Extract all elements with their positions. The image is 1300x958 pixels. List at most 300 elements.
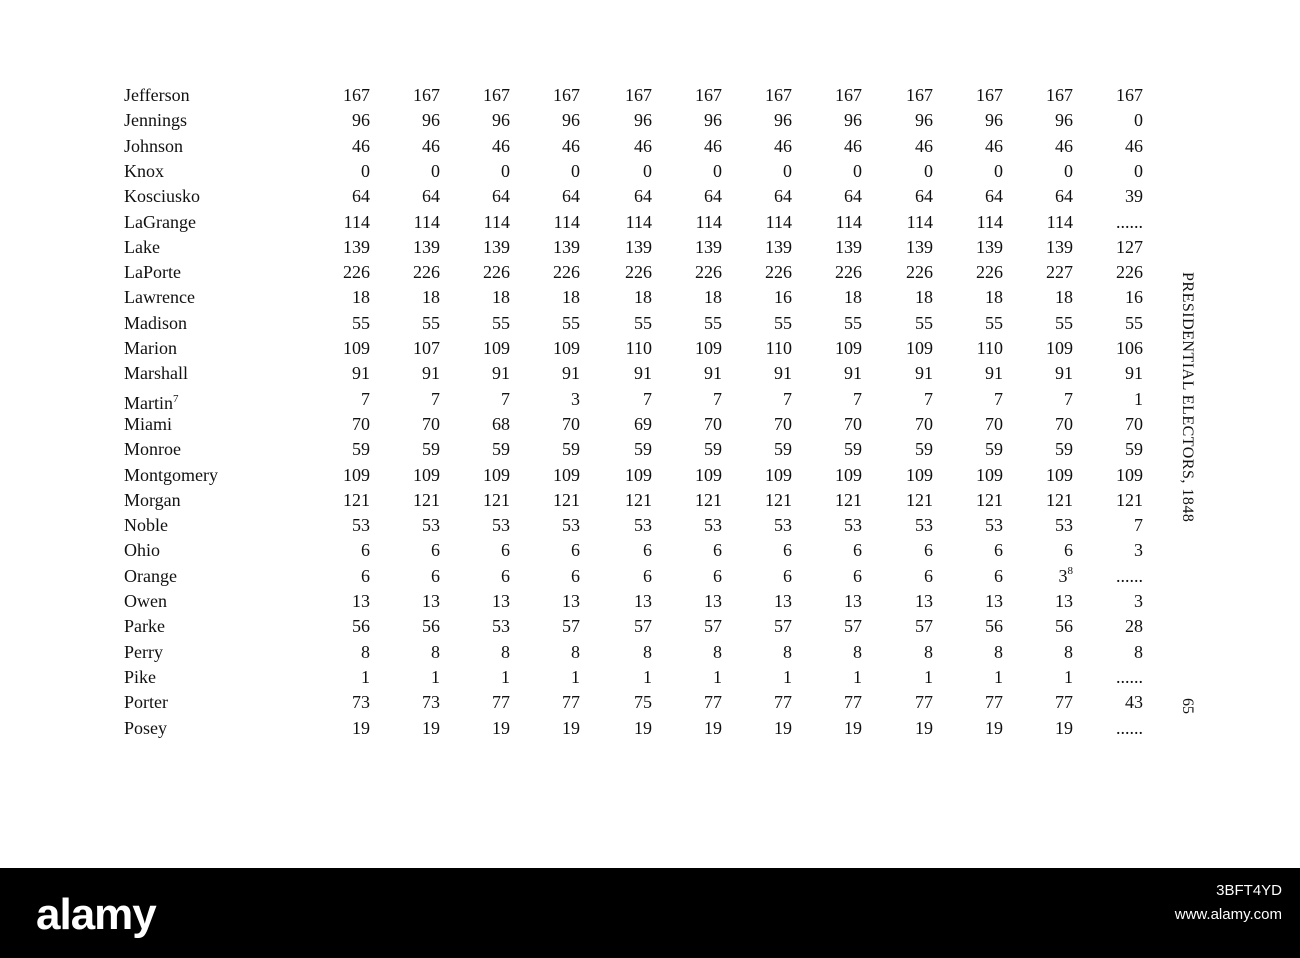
vote-cell: 18 [915,287,933,308]
vote-cell: 18 [985,287,1003,308]
vote-cell: 19 [422,717,440,738]
vote-cell: 13 [1055,591,1073,611]
table-row [0,640,1300,665]
county-name: Miami [124,413,172,434]
vote-cell: 0 [431,160,440,181]
county-name: Madison [124,312,187,333]
table-row [0,260,1300,285]
vote-cell: 6 [643,540,652,561]
vote-cell: 96 [492,110,510,131]
vote-cell: 19 [1055,717,1073,738]
vote-cell: 167 [413,85,440,105]
table-row [0,513,1300,538]
site-url[interactable]: www.alamy.com [1174,906,1282,923]
vote-cell: 55 [562,312,580,333]
table-row [0,159,1300,184]
vote-cell: 6 [571,565,580,586]
vote-cell: 8 [1064,641,1073,662]
vote-cell: 7 [1134,515,1143,536]
vote-cell: 139 [343,236,370,257]
vote-cell: 96 [915,110,933,131]
vote-cell: 53 [915,515,933,536]
county-name: Parke [124,616,165,637]
vote-cell: 19 [492,717,510,738]
vote-cell: 64 [352,186,370,207]
table-row [0,184,1300,209]
vote-cell: 13 [915,591,933,611]
vote-cell: 167 [483,85,510,105]
county-name: Johnson [124,135,184,156]
running-head: PRESIDENTIAL ELECTORS, 1848 [1179,272,1196,523]
vote-cell: 46 [562,135,580,156]
vote-cell: 167 [343,85,370,105]
vote-cell: 226 [483,262,510,283]
vote-cell: 55 [704,312,722,333]
vote-cell: 46 [985,135,1003,156]
vote-cell: 114 [695,211,722,232]
table-row [0,538,1300,563]
vote-cell: 226 [343,262,370,283]
vote-cell: 59 [634,439,652,460]
watermark-bar [0,868,1300,958]
vote-cell: 226 [553,262,580,283]
vote-cell: ...... [1116,211,1143,232]
vote-cell: 121 [765,489,792,510]
vote-cell: 0 [361,160,370,181]
vote-cell: 19 [562,717,580,738]
county-name: Jefferson [124,85,190,105]
vote-cell: 96 [1055,110,1073,131]
vote-cell: 19 [985,717,1003,738]
vote-cell: 0 [1064,160,1073,181]
vote-cell: 121 [625,489,652,510]
table-row [0,387,1300,412]
vote-cell: 46 [352,135,370,156]
vote-cell: 7 [1064,388,1073,409]
vote-cell: $3^8$ [1058,564,1073,586]
vote-cell: ...... [1116,565,1143,586]
vote-cell: 114 [483,211,510,232]
vote-cell: 77 [704,692,722,713]
vote-cell: 109 [1046,464,1073,485]
vote-cell: 43 [1125,692,1143,713]
vote-cell: 110 [625,338,652,358]
vote-cell: 1 [1064,666,1073,687]
vote-cell: 64 [704,186,722,207]
vote-cell: 1 [571,666,580,687]
vote-cell: 53 [985,515,1003,536]
vote-cell: 6 [783,540,792,561]
vote-cell: 109 [343,338,370,358]
vote-cell: 0 [853,160,862,181]
table-row [0,412,1300,437]
county-name: Marshall [124,363,188,384]
vote-cell: 13 [844,591,862,611]
vote-cell: 19 [774,717,792,738]
vote-cell: 121 [553,489,580,510]
vote-cell: 109 [765,464,792,485]
vote-cell: 46 [844,135,862,156]
vote-cell: 59 [492,439,510,460]
table-row [0,285,1300,310]
county-name: Lawrence [124,287,195,308]
vote-cell: 226 [1116,262,1143,283]
vote-cell: 7 [501,388,510,409]
vote-cell: 167 [835,85,862,105]
vote-cell: 91 [352,363,370,384]
vote-cell: 114 [625,211,652,232]
vote-cell: 109 [413,464,440,485]
vote-cell: 6 [713,565,722,586]
vote-cell: 7 [853,388,862,409]
vote-cell: 70 [774,413,792,434]
vote-cell: 18 [422,287,440,308]
vote-cell: 1 [853,666,862,687]
vote-cell: 77 [985,692,1003,713]
vote-cell: 7 [783,388,792,409]
vote-cell: 55 [1125,312,1143,333]
alamy-logo: alamy [36,890,156,939]
vote-cell: 1 [783,666,792,687]
vote-cell: 114 [835,211,862,232]
table-row [0,134,1300,159]
vote-cell: 64 [634,186,652,207]
vote-cell: 53 [634,515,652,536]
vote-cell: 13 [352,591,370,611]
vote-cell: 77 [1055,692,1073,713]
vote-cell: 46 [704,135,722,156]
table-row [0,437,1300,462]
vote-cell: 139 [553,236,580,257]
vote-cell: 68 [492,413,510,434]
vote-cell: 13 [562,591,580,611]
vote-cell: 53 [704,515,722,536]
vote-cell: 53 [1055,515,1073,536]
table-row [0,235,1300,260]
vote-cell: 64 [985,186,1003,207]
vote-cell: 6 [643,565,652,586]
vote-cell: 55 [492,312,510,333]
vote-cell: 109 [1046,338,1073,358]
county-name: Porter [124,692,168,713]
vote-cell: ...... [1116,666,1143,687]
vote-cell: 0 [1134,160,1143,181]
vote-cell: 64 [774,186,792,207]
vote-cell: 6 [853,565,862,586]
vote-cell: 114 [553,211,580,232]
vote-cell: 53 [492,616,510,637]
vote-cell: 59 [915,439,933,460]
vote-cell: 55 [634,312,652,333]
vote-cell: 1 [643,666,652,687]
vote-cell: 114 [906,211,933,232]
vote-cell: 59 [774,439,792,460]
vote-cell: 55 [352,312,370,333]
county-name: Ohio [124,540,160,561]
vote-cell: 57 [704,616,722,637]
vote-cell: 6 [994,540,1003,561]
vote-cell: 18 [704,287,722,308]
vote-cell: 55 [915,312,933,333]
vote-cell: 56 [985,616,1003,637]
vote-cell: 91 [492,363,510,384]
vote-cell: 55 [1055,312,1073,333]
vote-cell: 64 [1055,186,1073,207]
vote-cell: 167 [625,85,652,105]
county-name: Owen [124,591,167,611]
table-row [0,336,1300,361]
county-name: Perry [124,641,163,662]
table-row [0,361,1300,386]
vote-cell: 8 [783,641,792,662]
vote-cell: 109 [343,464,370,485]
vote-cell: 91 [1055,363,1073,384]
vote-cell: 139 [976,236,1003,257]
vote-cell: 0 [783,160,792,181]
vote-cell: 109 [976,464,1003,485]
vote-cell: 46 [492,135,510,156]
table-row [0,589,1300,614]
table-row [0,83,1300,108]
county-name: Jennings [124,110,187,131]
vote-cell: ...... [1116,717,1143,738]
vote-cell: 226 [413,262,440,283]
county-name: Orange [124,565,177,586]
vote-cell: 121 [1046,489,1073,510]
vote-cell: 109 [483,338,510,358]
vote-cell: 109 [695,464,722,485]
vote-cell: 1 [713,666,722,687]
vote-cell: 109 [553,464,580,485]
county-name: LaPorte [124,262,181,283]
vote-cell: 7 [361,388,370,409]
vote-cell: 53 [562,515,580,536]
vote-cell: 57 [634,616,652,637]
vote-cell: 70 [915,413,933,434]
vote-cell: 91 [422,363,440,384]
table-row [0,614,1300,639]
vote-cell: 59 [1055,439,1073,460]
vote-cell: 6 [361,540,370,561]
vote-cell: 109 [906,464,933,485]
vote-cell: 121 [343,489,370,510]
vote-cell: 8 [924,641,933,662]
vote-cell: 0 [571,160,580,181]
vote-cell: 70 [562,413,580,434]
vote-cell: 13 [634,591,652,611]
vote-cell: 226 [835,262,862,283]
vote-cell: 6 [431,565,440,586]
vote-cell: 46 [1125,135,1143,156]
vote-cell: 8 [431,641,440,662]
vote-cell: 18 [844,287,862,308]
vote-cell: 77 [915,692,933,713]
vote-cell: 6 [713,540,722,561]
vote-cell: 13 [492,591,510,611]
vote-cell: 70 [422,413,440,434]
vote-cell: 13 [422,591,440,611]
vote-cell: 77 [774,692,792,713]
page-number: 65 [1179,698,1196,714]
vote-cell: 121 [835,489,862,510]
vote-cell: 1 [501,666,510,687]
vote-cell: 0 [643,160,652,181]
vote-cell: 96 [774,110,792,131]
vote-cell: 7 [713,388,722,409]
vote-cell: 57 [915,616,933,637]
vote-cell: 13 [985,591,1003,611]
vote-cell: 69 [634,413,652,434]
vote-cell: 57 [774,616,792,637]
vote-cell: 6 [361,565,370,586]
vote-cell: 64 [844,186,862,207]
footnote-marker: 8 [1067,564,1073,577]
vote-cell: 73 [422,692,440,713]
vote-cell: 167 [695,85,722,105]
vote-cell: 114 [976,211,1003,232]
vote-cell: 75 [634,692,652,713]
vote-cell: 114 [765,211,792,232]
vote-cell: 56 [422,616,440,637]
county-name: Kosciusko [124,186,200,207]
vote-cell: 46 [915,135,933,156]
vote-cell: 57 [562,616,580,637]
vote-cell: 19 [844,717,862,738]
vote-cell: 139 [483,236,510,257]
vote-cell: 16 [1125,287,1143,308]
vote-cell: 53 [844,515,862,536]
vote-cell: 121 [1116,489,1143,510]
vote-cell: 7 [643,388,652,409]
vote-cell: 1 [924,666,933,687]
vote-cell: 46 [1055,135,1073,156]
county-name: Marion [124,338,177,358]
table-row [0,665,1300,690]
vote-cell: 59 [985,439,1003,460]
vote-cell: 167 [1116,85,1143,105]
table-row [0,488,1300,513]
vote-cell: 6 [924,540,933,561]
vote-cell: 70 [352,413,370,434]
vote-cell: 6 [853,540,862,561]
vote-cell: 8 [643,641,652,662]
vote-cell: 114 [1046,211,1073,232]
vote-cell: 59 [844,439,862,460]
vote-cell: 109 [553,338,580,358]
vote-cell: 139 [765,236,792,257]
county-name: Montgomery [124,464,218,485]
vote-cell: 121 [906,489,933,510]
vote-cell: 114 [343,211,370,232]
vote-cell: 91 [844,363,862,384]
footnote-marker: 7 [173,392,179,405]
vote-cell: 6 [1064,540,1073,561]
vote-cell: 167 [765,85,792,105]
vote-cell: 77 [562,692,580,713]
vote-cell: 77 [844,692,862,713]
vote-cell: 1 [361,666,370,687]
vote-cell: 39 [1125,186,1143,207]
vote-cell: 6 [501,540,510,561]
vote-cell: 226 [906,262,933,283]
vote-cell: 8 [361,641,370,662]
vote-cell: 109 [625,464,652,485]
vote-cell: 46 [422,135,440,156]
table-row [0,716,1300,741]
vote-cell: 226 [695,262,722,283]
vote-cell: 8 [853,641,862,662]
vote-cell: 139 [906,236,933,257]
vote-cell: 77 [492,692,510,713]
vote-cell: 0 [1134,110,1143,131]
county-name: Knox [124,160,164,181]
vote-cell: 13 [774,591,792,611]
vote-cell: 55 [774,312,792,333]
vote-cell: 55 [844,312,862,333]
vote-cell: 6 [571,540,580,561]
vote-cell: 6 [431,540,440,561]
table-row [0,564,1300,589]
table-row [0,311,1300,336]
vote-cell: 1 [994,666,1003,687]
vote-cell: 6 [783,565,792,586]
vote-cell: 1 [1134,388,1143,409]
vote-cell: 109 [906,338,933,358]
vote-cell: 8 [1134,641,1143,662]
vote-cell: 8 [571,641,580,662]
vote-cell: 121 [976,489,1003,510]
vote-cell: 56 [1055,616,1073,637]
vote-cell: 109 [1116,464,1143,485]
vote-cell: 18 [352,287,370,308]
vote-cell: 70 [1125,413,1143,434]
vote-cell: 96 [634,110,652,131]
vote-cell: 139 [413,236,440,257]
vote-cell: 59 [352,439,370,460]
vote-cell: 91 [704,363,722,384]
vote-cell: 7 [924,388,933,409]
county-name: Pike [124,666,157,687]
vote-cell: 7 [431,388,440,409]
vote-cell: 59 [562,439,580,460]
vote-cell: 55 [422,312,440,333]
vote-cell: 64 [562,186,580,207]
vote-cell: 91 [774,363,792,384]
vote-cell: 226 [976,262,1003,283]
vote-cell: 70 [1055,413,1073,434]
vote-cell: 18 [1055,287,1073,308]
vote-cell: 46 [634,135,652,156]
vote-cell: 96 [352,110,370,131]
county-name: Posey [124,717,168,738]
vote-cell: 18 [634,287,652,308]
vote-cell: 127 [1116,236,1143,257]
vote-cell: 107 [413,338,440,358]
vote-cell: 139 [625,236,652,257]
vote-cell: 114 [413,211,440,232]
county-name: Morgan [124,489,181,510]
vote-cell: 139 [835,236,862,257]
vote-cell: 8 [713,641,722,662]
table-row [0,210,1300,235]
vote-cell: 53 [422,515,440,536]
vote-cell: 46 [774,135,792,156]
vote-cell: 167 [906,85,933,105]
image-id: 3BFT4YD [1216,882,1282,899]
vote-cell: 1 [431,666,440,687]
vote-cell: 110 [976,338,1003,358]
vote-cell: 109 [835,338,862,358]
